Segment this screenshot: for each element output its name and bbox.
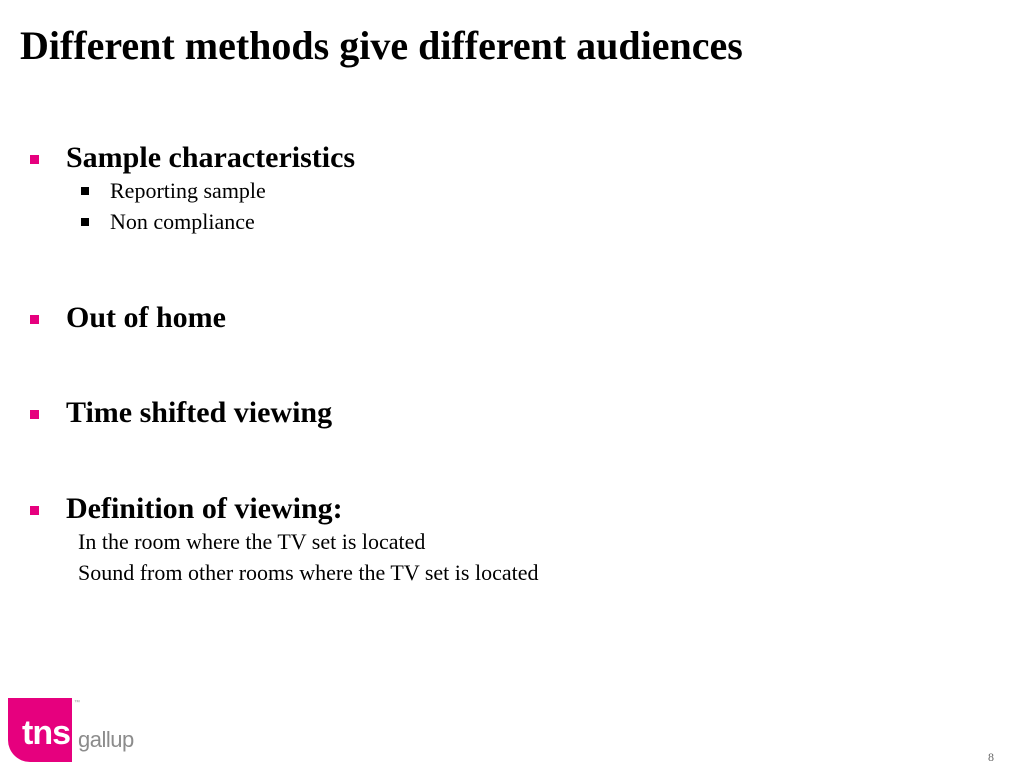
black-square-bullet-icon bbox=[81, 187, 89, 195]
sub-bullet-label: Non compliance bbox=[110, 209, 255, 234]
slide-title: Different methods give different audiences bbox=[20, 23, 743, 68]
pink-square-bullet-icon bbox=[30, 315, 39, 324]
pink-square-bullet-icon bbox=[30, 506, 39, 515]
pink-square-bullet-icon bbox=[30, 410, 39, 419]
bullet-label: Out of home bbox=[66, 301, 226, 334]
bullet-label: Definition of viewing: bbox=[66, 492, 343, 525]
page-number: 8 bbox=[988, 750, 994, 764]
definition-line-text: In the room where the TV set is located bbox=[78, 529, 426, 554]
logo-trademark: ™ bbox=[74, 700, 80, 706]
logo-pink-box bbox=[8, 698, 72, 762]
bullet-label: Sample characteristics bbox=[66, 141, 356, 174]
black-square-bullet-icon bbox=[81, 218, 89, 226]
bullet-label: Time shifted viewing bbox=[66, 396, 333, 429]
definition-line-text: Sound from other rooms where the TV set is located bbox=[78, 560, 539, 585]
sub-bullet-label: Reporting sample bbox=[110, 178, 266, 203]
logo-mark-text: tns bbox=[22, 714, 70, 752]
pink-square-bullet-icon bbox=[30, 155, 39, 164]
tns-gallup-logo bbox=[8, 698, 138, 762]
logo-name-text: gallup bbox=[78, 727, 134, 752]
